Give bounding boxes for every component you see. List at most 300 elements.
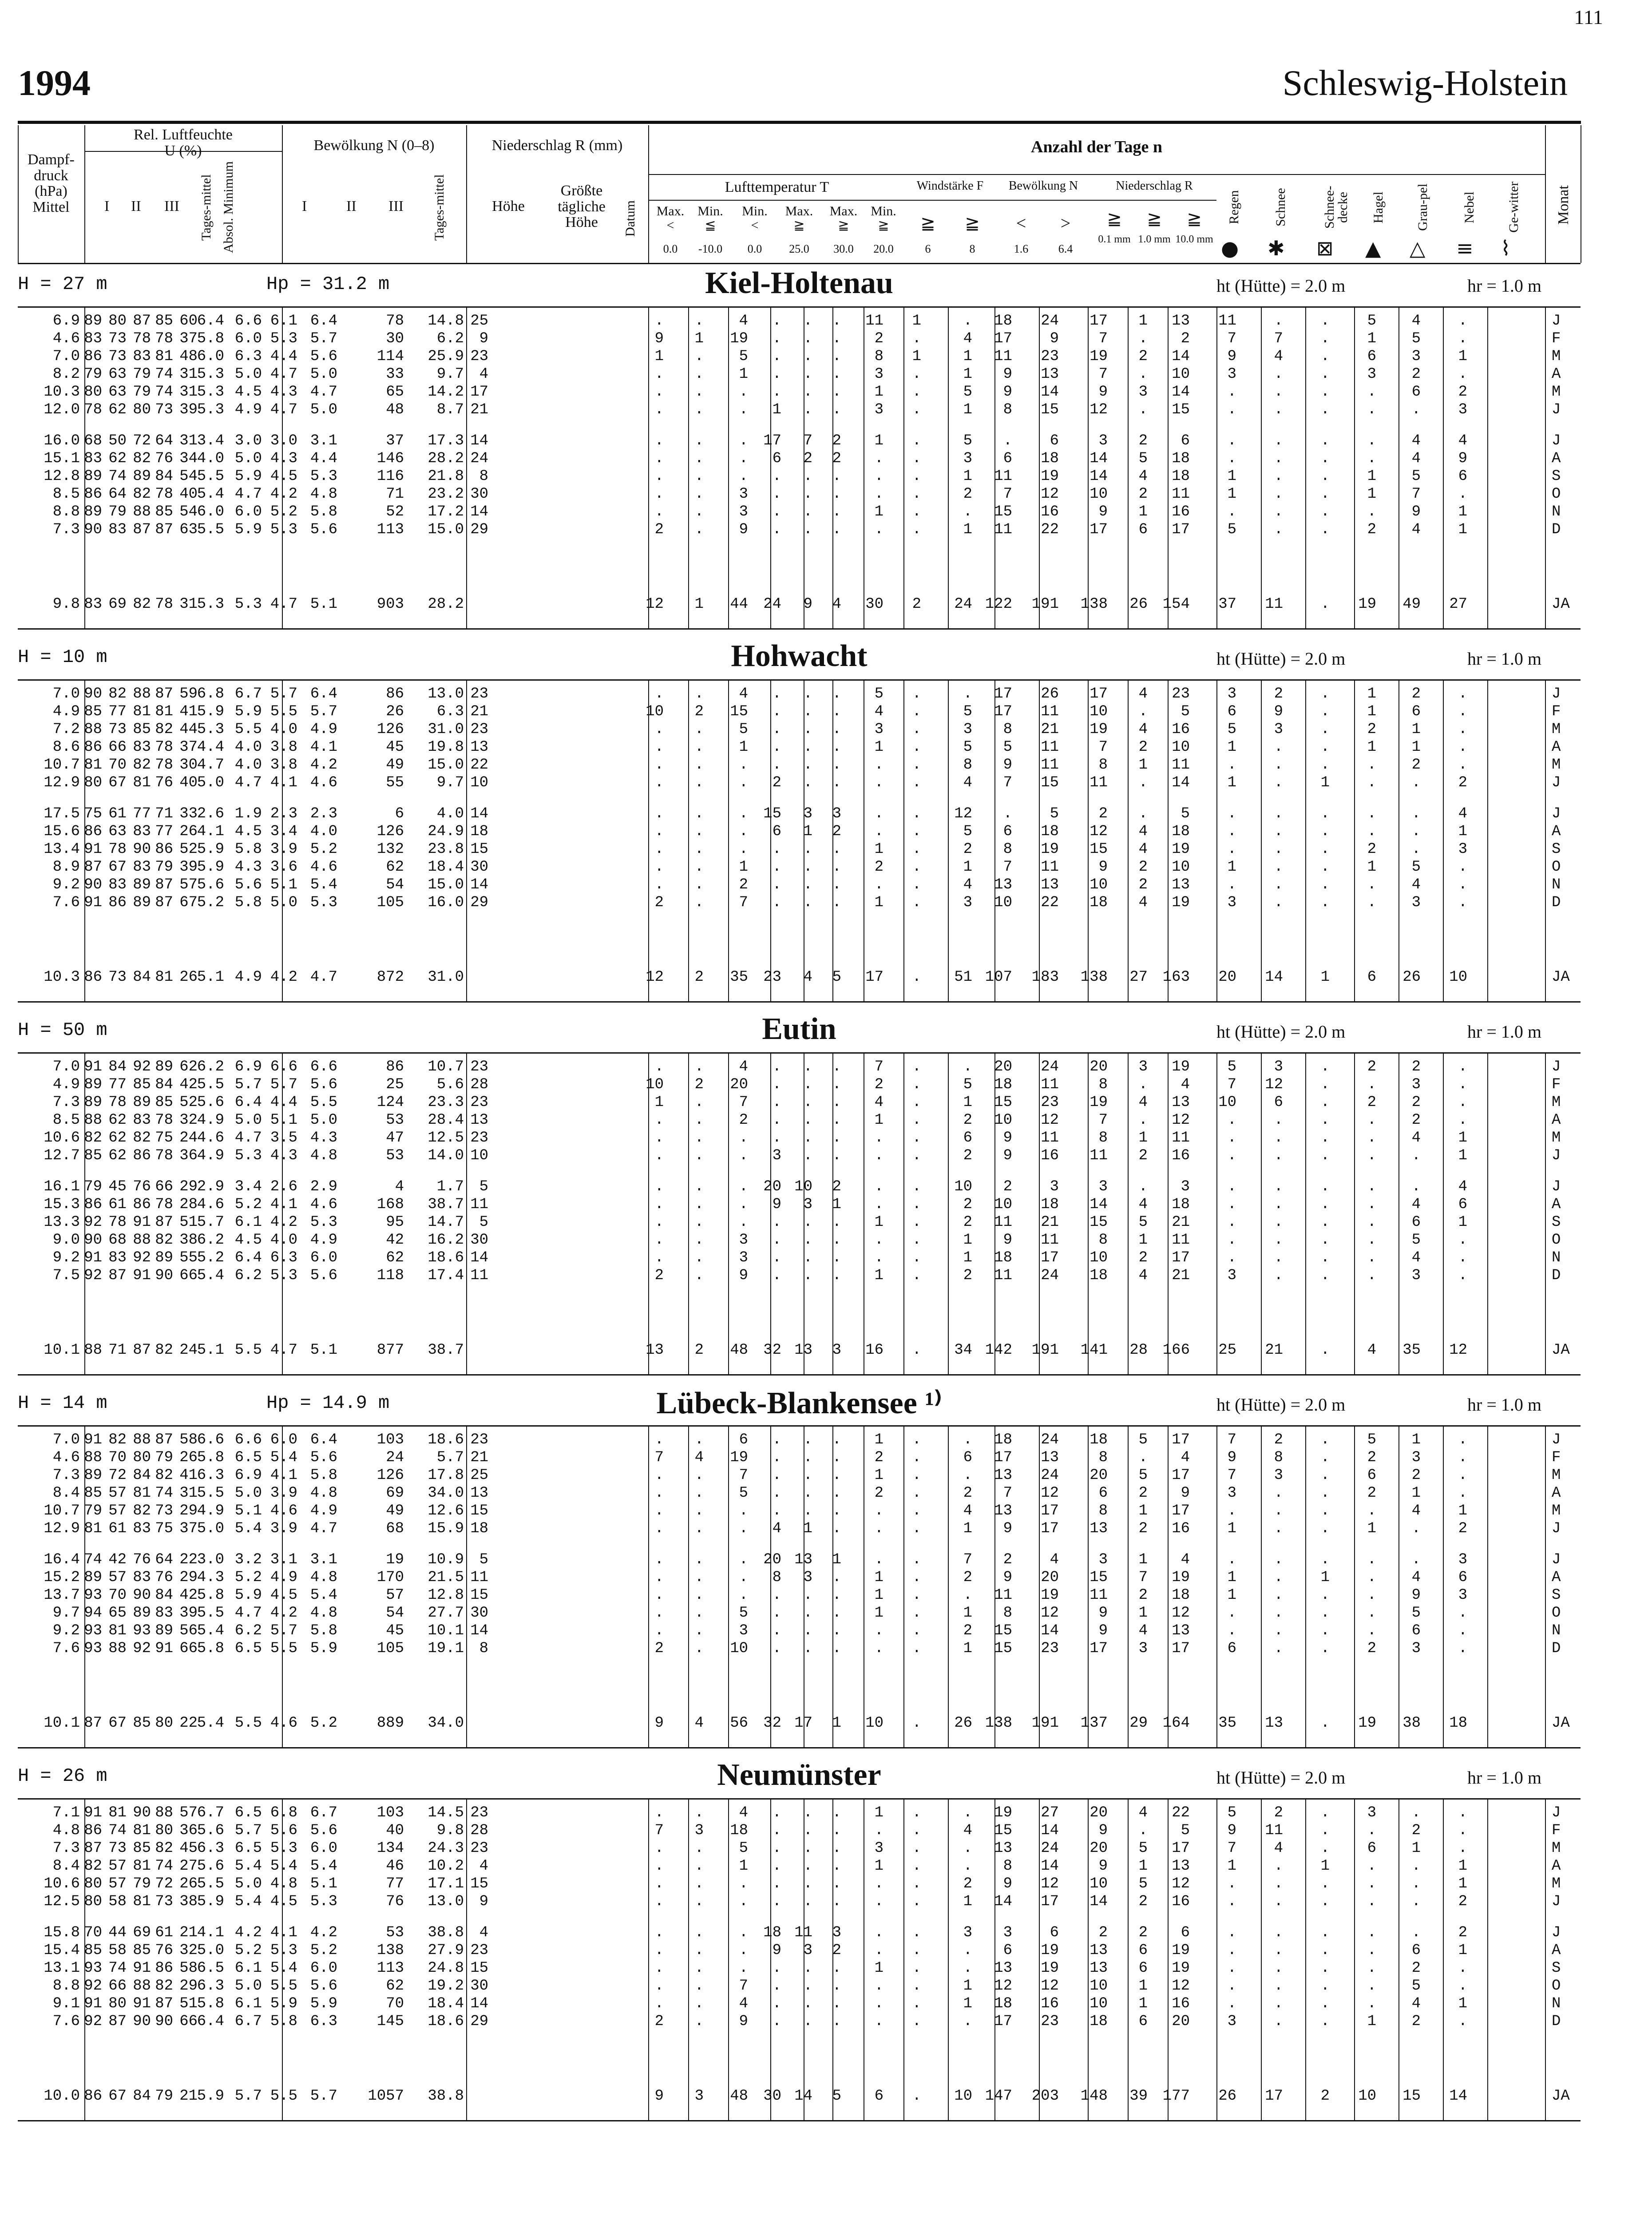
table-cell: . xyxy=(1458,1605,1467,1621)
table-cell: . xyxy=(832,1147,841,1164)
table-cell: . xyxy=(772,841,781,858)
table-cell: 13 xyxy=(794,1342,812,1359)
table-cell: 3 xyxy=(832,805,841,822)
table-cell: 3 xyxy=(1411,1076,1421,1093)
table-cell: 4.1 xyxy=(270,1196,297,1213)
table-cell: . xyxy=(912,1715,921,1732)
table-cell: . xyxy=(654,1178,664,1195)
table-cell: 15 xyxy=(470,1960,488,1977)
table-cell: . xyxy=(874,1924,883,1941)
table-cell: 24 xyxy=(1041,1431,1059,1448)
table-cell: 28 xyxy=(179,1196,198,1213)
table-cell: 4 xyxy=(963,330,972,347)
table-cell: . xyxy=(1138,1178,1148,1195)
table-cell: 4.0 xyxy=(234,739,262,756)
table-cell: 90 xyxy=(155,2013,173,2030)
table-cell: 141 xyxy=(1080,1342,1108,1359)
table-cell: 4.2 xyxy=(270,1605,297,1621)
table-cell: 3 xyxy=(739,1249,748,1266)
table-cell: 67 xyxy=(108,2088,127,2105)
table-cell: . xyxy=(832,348,841,365)
table-cell: . xyxy=(912,774,921,791)
table-cell: . xyxy=(772,1640,781,1657)
table-cell: 5.9 xyxy=(234,468,262,485)
table-cell: 15 xyxy=(1089,1214,1108,1231)
table-cell: 25 xyxy=(470,313,488,329)
table-cell: . xyxy=(1411,401,1421,418)
table-cell: 21.5 xyxy=(428,1569,464,1586)
table-cell: 9 xyxy=(1098,384,1108,400)
table-cell: 78 xyxy=(108,1214,127,1231)
table-cell: J xyxy=(1552,774,1561,791)
table-cell: JA xyxy=(1552,1715,1570,1732)
table-cell: 82 xyxy=(133,1502,151,1519)
table-cell: 19 xyxy=(730,1449,748,1466)
table-cell: 6.4 xyxy=(197,313,224,329)
table-cell: 83 xyxy=(84,596,102,613)
table-cell: . xyxy=(912,757,921,773)
table-cell: 21 xyxy=(470,1449,488,1466)
table-cell: 2.3 xyxy=(310,805,337,822)
table-cell: 138 xyxy=(985,1715,1012,1732)
table-cell: 7.5 xyxy=(52,1267,80,1284)
table-cell: 1 xyxy=(874,1804,883,1821)
table-cell: 4.7 xyxy=(270,596,297,613)
table-cell: . xyxy=(1320,1520,1330,1537)
table-cell: 2 xyxy=(654,1640,664,1657)
table-cell: . xyxy=(912,1431,921,1448)
table-cell: A xyxy=(1552,450,1561,467)
table-cell: 71 xyxy=(155,805,173,822)
table-cell: 5.7 xyxy=(436,1449,464,1466)
table-cell: A xyxy=(1552,366,1561,383)
table-cell: 5.0 xyxy=(234,1978,262,1994)
table-cell: . xyxy=(1367,1147,1376,1164)
table-cell: 5 xyxy=(963,823,972,840)
table-cell: 18 xyxy=(470,1520,488,1537)
table-cell: . xyxy=(694,1858,704,1875)
table-cell: . xyxy=(739,1960,748,1977)
table-cell: . xyxy=(874,1178,883,1195)
table-cell: 15 xyxy=(994,1640,1012,1657)
table-cell: 18 xyxy=(1041,823,1059,840)
table-cell: 4 xyxy=(1181,1076,1190,1093)
table-cell: 83 xyxy=(108,1249,127,1266)
table-cell: 18 xyxy=(1172,1587,1190,1604)
table-cell: 14 xyxy=(1089,1893,1108,1910)
table-cell: . xyxy=(1274,1942,1283,1959)
table-cell: 70 xyxy=(108,757,127,773)
table-row xyxy=(18,1551,1581,1569)
table-cell: 81 xyxy=(155,969,173,986)
table-cell: 4.1 xyxy=(270,1467,297,1484)
table-cell: 103 xyxy=(376,1431,404,1448)
table-cell: 4.7 xyxy=(310,1520,337,1537)
table-cell: J xyxy=(1552,1924,1561,1941)
table-cell: 91 xyxy=(84,1995,102,2012)
table-cell: . xyxy=(963,1960,972,1977)
table-cell: 5.8 xyxy=(310,1622,337,1639)
table-cell: 69 xyxy=(386,1485,404,1502)
table-cell: 2 xyxy=(832,1942,841,1959)
table-cell: 5.7 xyxy=(270,686,297,702)
table-cell: 14 xyxy=(1089,468,1108,485)
table-cell: . xyxy=(694,1840,704,1857)
table-cell: 82 xyxy=(84,1858,102,1875)
table-cell: 6 xyxy=(1181,1924,1190,1941)
table-cell: 42 xyxy=(179,1076,198,1093)
lt-col-5: Max. ≧ xyxy=(829,204,858,233)
table-cell: . xyxy=(739,1942,748,1959)
table-cell: 80 xyxy=(108,1995,127,2012)
table-cell: 24 xyxy=(179,1342,198,1359)
table-cell: 4.0 xyxy=(234,757,262,773)
table-row xyxy=(18,1058,1581,1076)
table-cell: 36 xyxy=(179,1822,198,1839)
table-cell: 1 xyxy=(772,401,781,418)
table-cell: . xyxy=(772,1431,781,1448)
table-cell: 19 xyxy=(1172,894,1190,911)
table-cell: 1 xyxy=(832,1551,841,1568)
table-cell: 4 xyxy=(963,1822,972,1839)
table-cell: . xyxy=(694,876,704,893)
table-cell: . xyxy=(1367,1924,1376,1941)
table-cell: 4 xyxy=(1411,1130,1421,1146)
table-cell: 21 xyxy=(1041,721,1059,738)
table-cell: 4.8 xyxy=(52,1822,80,1839)
table-cell: 5.4 xyxy=(234,1520,262,1537)
table-cell: J xyxy=(1552,1178,1561,1195)
table-cell: . xyxy=(1320,366,1330,383)
table-cell: 4 xyxy=(1411,432,1421,449)
table-cell: . xyxy=(772,1875,781,1892)
table-cell: 28 xyxy=(470,1822,488,1839)
table-cell: 2 xyxy=(963,1214,972,1231)
table-cell: 9 xyxy=(654,330,664,347)
table-cell: 82 xyxy=(133,486,151,503)
table-cell: . xyxy=(832,1978,841,1994)
table-cell: 7 xyxy=(803,432,812,449)
table-cell: . xyxy=(1227,1995,1236,2012)
table-cell: 30 xyxy=(865,596,883,613)
table-cell: 63 xyxy=(108,384,127,400)
table-cell: 2 xyxy=(963,1196,972,1213)
table-cell: . xyxy=(832,1520,841,1537)
table-cell: 5.2 xyxy=(310,841,337,858)
table-cell: 4 xyxy=(1411,1995,1421,2012)
table-cell: 5.8 xyxy=(310,503,337,520)
table-cell: . xyxy=(739,1587,748,1604)
table-cell: 2 xyxy=(832,432,841,449)
table-cell: . xyxy=(772,721,781,738)
table-cell: 73 xyxy=(108,721,127,738)
table-cell: . xyxy=(1367,1875,1376,1892)
table-cell: 15.0 xyxy=(428,521,464,538)
table-cell: 6.4 xyxy=(310,313,337,329)
table-cell: . xyxy=(694,1485,704,1502)
table-cell: 10.6 xyxy=(44,1875,80,1892)
table-cell: . xyxy=(803,1502,812,1519)
table-cell: 4 xyxy=(1050,1551,1059,1568)
table-cell: . xyxy=(832,330,841,347)
table-cell: . xyxy=(803,486,812,503)
table-cell: . xyxy=(832,1431,841,1448)
table-cell: 6 xyxy=(772,450,781,467)
table-cell: 82 xyxy=(108,686,127,702)
table-cell: 44 xyxy=(108,1924,127,1941)
table-cell: 7 xyxy=(1003,486,1012,503)
table-cell: 5.5 xyxy=(197,468,224,485)
table-cell: . xyxy=(1320,739,1330,756)
table-cell: . xyxy=(1227,1924,1236,1941)
table-cell: . xyxy=(1458,1467,1467,1484)
table-cell: 4.7 xyxy=(234,774,262,791)
table-cell: . xyxy=(1458,1431,1467,1448)
table-cell: 2 xyxy=(1411,1112,1421,1129)
table-cell: 93 xyxy=(84,1622,102,1639)
table-cell: 3 xyxy=(1227,894,1236,911)
table-row xyxy=(18,738,1581,756)
table-cell: 1 xyxy=(1320,969,1330,986)
table-cell: . xyxy=(1274,1587,1283,1604)
table-cell: 1 xyxy=(1411,1840,1421,1857)
table-cell: 114 xyxy=(376,348,404,365)
table-cell: 10 xyxy=(1089,486,1108,503)
table-cell: 86 xyxy=(133,1147,151,1164)
table-cell: 2 xyxy=(803,450,812,467)
table-cell: . xyxy=(1367,1076,1376,1093)
table-cell: 51 xyxy=(179,1995,198,2012)
table-cell: 3 xyxy=(772,1147,781,1164)
ns-col-2: Größte tägliche Höhe xyxy=(558,182,606,231)
table-cell: 15.8 xyxy=(44,1924,80,1941)
table-cell: 5.2 xyxy=(197,1249,224,1266)
table-cell: . xyxy=(654,1587,664,1604)
niederschlag-label: Niederschlag R (mm) xyxy=(491,137,623,154)
table-cell: D xyxy=(1552,521,1561,538)
table-cell: 4 xyxy=(694,1449,704,1466)
table-cell: 76 xyxy=(133,1551,151,1568)
table-cell: 2 xyxy=(1098,805,1108,822)
table-cell: 4.5 xyxy=(270,1587,297,1604)
table-cell: 27 xyxy=(1449,596,1467,613)
table-cell: . xyxy=(803,330,812,347)
table-row xyxy=(18,365,1581,383)
table-cell: 91 xyxy=(133,1995,151,2012)
table-cell: 113 xyxy=(376,521,404,538)
table-cell: O xyxy=(1552,1232,1561,1249)
table-cell: 1 xyxy=(1138,1130,1148,1146)
table-cell: 10 xyxy=(470,1147,488,1164)
table-row xyxy=(18,330,1581,348)
table-cell: 18 xyxy=(1172,468,1190,485)
table-row xyxy=(18,1924,1581,1942)
table-cell: . xyxy=(1367,1130,1376,1146)
table-cell: 57 xyxy=(386,1587,404,1604)
table-cell: . xyxy=(912,1112,921,1129)
table-cell: 80 xyxy=(84,774,102,791)
table-cell: 85 xyxy=(133,1076,151,1093)
table-cell: 72 xyxy=(133,432,151,449)
table-cell: . xyxy=(772,1502,781,1519)
table-cell: 7 xyxy=(1098,1112,1108,1129)
table-cell: . xyxy=(1320,1622,1330,1639)
table-cell: O xyxy=(1552,1605,1561,1621)
table-cell: . xyxy=(874,486,883,503)
table-cell: 23 xyxy=(470,1058,488,1075)
table-cell: 89 xyxy=(133,1605,151,1621)
table-cell: 1 xyxy=(874,1214,883,1231)
table-cell: 61 xyxy=(155,1924,173,1941)
table-cell: . xyxy=(694,686,704,702)
table-cell: . xyxy=(1227,1622,1236,1639)
table-cell: . xyxy=(912,330,921,347)
table-cell: 5.9 xyxy=(310,1995,337,2012)
table-cell: 23.3 xyxy=(428,1094,464,1111)
graupel-icon: △ xyxy=(1410,236,1426,260)
table-cell: 24.3 xyxy=(428,1840,464,1857)
table-cell: . xyxy=(1411,841,1421,858)
table-cell: 1 xyxy=(1367,330,1376,347)
table-cell: 12.5 xyxy=(428,1130,464,1146)
table-cell: 17 xyxy=(994,1449,1012,1466)
table-cell: 42 xyxy=(386,1232,404,1249)
table-cell: 17 xyxy=(1265,2088,1283,2105)
table-cell: 4.5 xyxy=(234,823,262,840)
table-cell: . xyxy=(803,366,812,383)
table-cell: 12 xyxy=(646,969,664,986)
table-cell: 14 xyxy=(1041,1822,1059,1839)
table-cell: 84 xyxy=(155,468,173,485)
table-cell: . xyxy=(1138,805,1148,822)
table-cell: 1 xyxy=(874,384,883,400)
table-cell: 4 xyxy=(772,1520,781,1537)
table-cell: 2 xyxy=(1138,859,1148,876)
table-cell: 1 xyxy=(874,1569,883,1586)
table-cell: 5.3 xyxy=(234,1147,262,1164)
table-cell: . xyxy=(1411,1178,1421,1195)
table-cell: F xyxy=(1552,330,1561,347)
table-cell: 5.4 xyxy=(197,1622,224,1639)
table-cell: . xyxy=(694,1640,704,1657)
table-cell: . xyxy=(832,774,841,791)
table-cell: . xyxy=(694,468,704,485)
table-cell: 42 xyxy=(108,1551,127,1568)
table-cell: 63 xyxy=(179,521,198,538)
table-cell: 12 xyxy=(1172,1112,1190,1129)
nr-val-2: 1.0 mm xyxy=(1138,234,1171,245)
table-cell: 64 xyxy=(155,1551,173,1568)
table-cell: 3 xyxy=(1138,384,1148,400)
table-cell: 58 xyxy=(179,1431,198,1448)
table-cell: 11 xyxy=(1041,739,1059,756)
table-cell: 82 xyxy=(133,757,151,773)
table-cell: 1 xyxy=(739,859,748,876)
table-cell: M xyxy=(1552,1840,1561,1857)
table-cell: 20 xyxy=(1089,1804,1108,1821)
table-cell: 18 xyxy=(1172,450,1190,467)
table-cell: N xyxy=(1552,503,1561,520)
table-cell: 11 xyxy=(1041,703,1059,720)
table-cell: 1 xyxy=(1411,1485,1421,1502)
table-cell: 90 xyxy=(84,1232,102,1249)
table-cell: 9.2 xyxy=(52,876,80,893)
table-cell: 4 xyxy=(479,1924,488,1941)
table-cell: 62 xyxy=(386,1978,404,1994)
table-cell: 2 xyxy=(832,1178,841,1195)
table-cell: 88 xyxy=(84,1449,102,1466)
table-cell: 87 xyxy=(84,1715,102,1732)
table-cell: 5.9 xyxy=(197,2088,224,2105)
table-cell: . xyxy=(1274,1893,1283,1910)
table-cell: 53 xyxy=(386,1112,404,1129)
table-cell: 5.5 xyxy=(270,1640,297,1657)
table-cell: 5 xyxy=(739,1840,748,1857)
table-cell: 25 xyxy=(1218,1342,1236,1359)
table-cell: . xyxy=(694,401,704,418)
table-cell: 4 xyxy=(739,1804,748,1821)
table-cell: 4 xyxy=(1458,1178,1467,1195)
table-cell: . xyxy=(772,894,781,911)
column-header xyxy=(18,125,1581,264)
table-cell: 3 xyxy=(739,503,748,520)
table-cell: 1 xyxy=(1227,739,1236,756)
table-cell: 4 xyxy=(739,1058,748,1075)
table-cell: 4.6 xyxy=(310,774,337,791)
table-cell: 2 xyxy=(1138,1249,1148,1266)
table-cell: 87 xyxy=(155,1431,173,1448)
table-cell: . xyxy=(772,1058,781,1075)
table-cell: 126 xyxy=(376,721,404,738)
table-cell: 10 xyxy=(865,1715,883,1732)
table-cell: . xyxy=(1227,805,1236,822)
table-cell: . xyxy=(803,1640,812,1657)
table-cell: 58 xyxy=(179,1960,198,1977)
table-cell: O xyxy=(1552,486,1561,503)
table-cell: 6 xyxy=(1367,348,1376,365)
table-cell: 88 xyxy=(133,1978,151,1994)
table-cell: 66 xyxy=(108,739,127,756)
table-cell: J xyxy=(1552,1147,1561,1164)
table-cell: 177 xyxy=(1162,2088,1190,2105)
table-cell: 5.7 xyxy=(310,2088,337,2105)
table-cell: 5.9 xyxy=(197,859,224,876)
table-cell: 44 xyxy=(179,721,198,738)
table-cell: . xyxy=(772,876,781,893)
table-cell: 4.5 xyxy=(270,1893,297,1910)
table-cell: . xyxy=(832,1995,841,2012)
table-cell: 147 xyxy=(985,2088,1012,2105)
table-cell: . xyxy=(694,1267,704,1284)
table-cell: . xyxy=(654,859,664,876)
table-row xyxy=(18,1893,1581,1911)
table-cell: 39 xyxy=(179,1605,198,1621)
table-cell: 3 xyxy=(1458,1587,1467,1604)
table-cell: 8.8 xyxy=(52,1978,80,1994)
table-cell: 20 xyxy=(1089,1467,1108,1484)
table-cell: . xyxy=(694,1893,704,1910)
table-cell: 5.0 xyxy=(197,774,224,791)
table-cell: 11 xyxy=(1172,757,1190,773)
table-cell: 7.3 xyxy=(52,1840,80,1857)
table-cell: . xyxy=(654,432,664,449)
table-cell: . xyxy=(1227,401,1236,418)
table-cell: 5.0 xyxy=(234,450,262,467)
table-cell: 17 xyxy=(1172,1502,1190,1519)
table-cell: . xyxy=(1458,1267,1467,1284)
table-cell: 92 xyxy=(133,1249,151,1266)
table-cell: 11 xyxy=(1265,1822,1283,1839)
